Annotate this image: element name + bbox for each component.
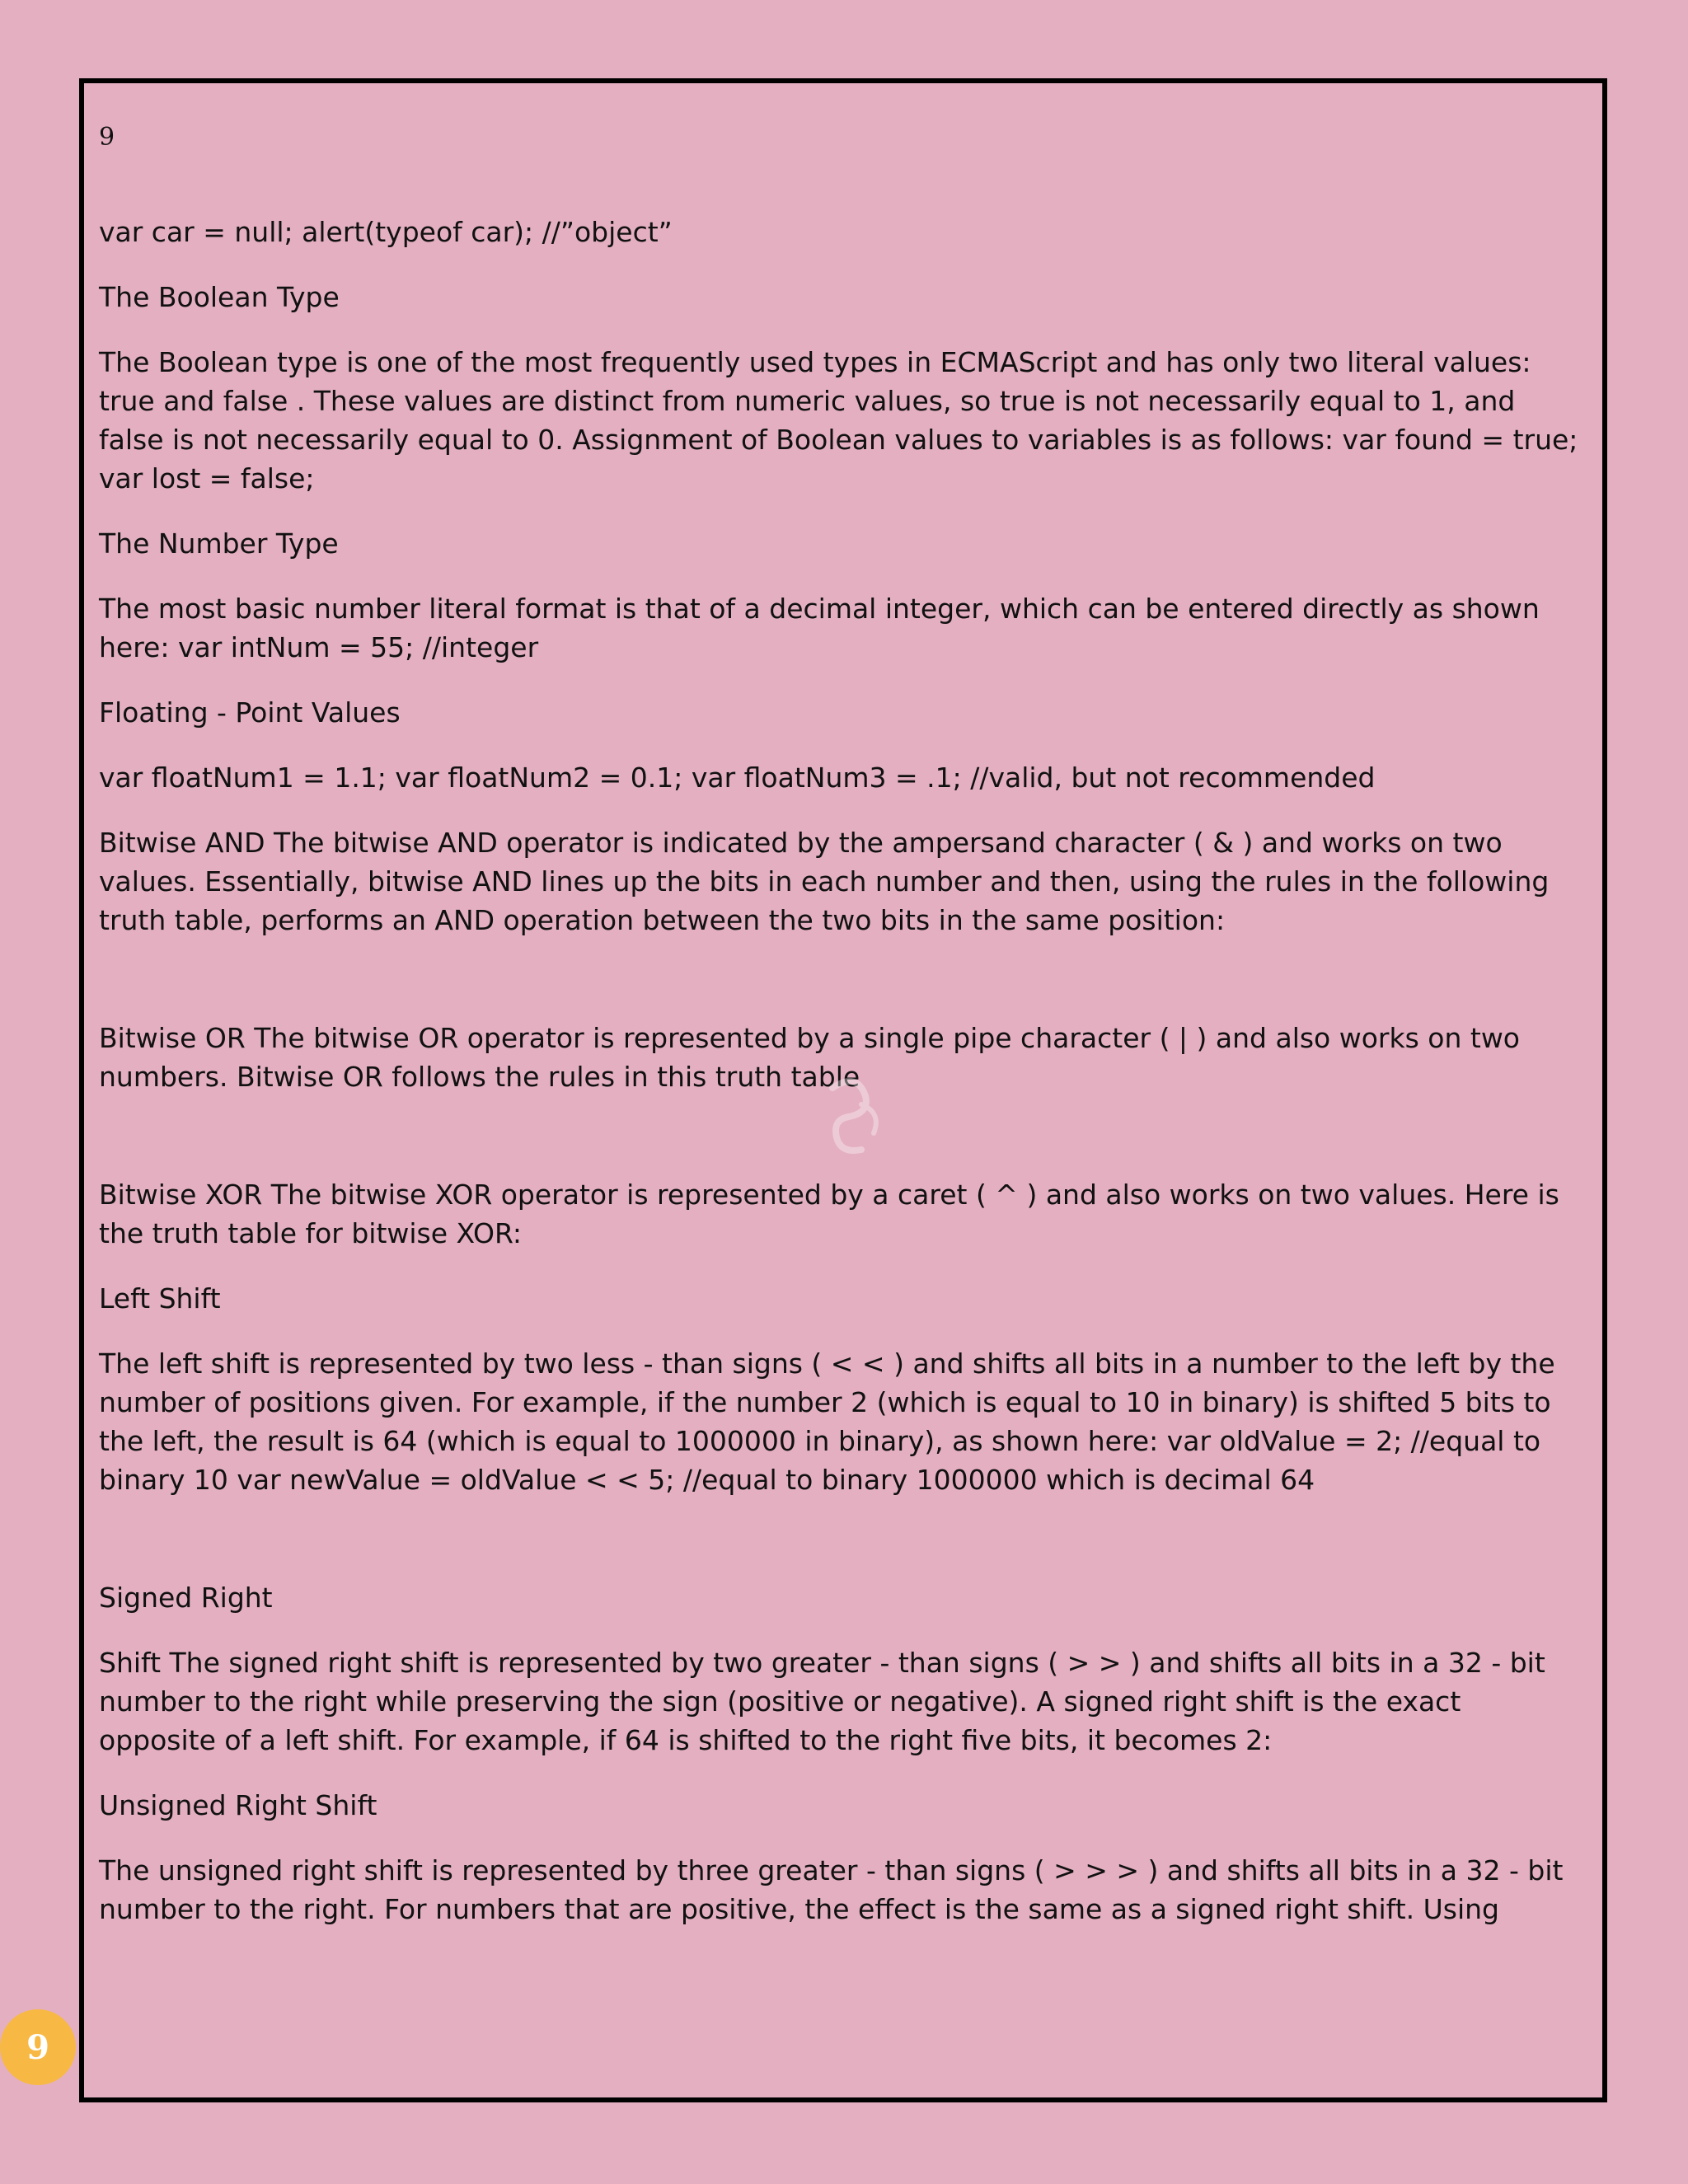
heading-left-shift: Left Shift (99, 1282, 221, 1315)
paragraph-bitwise-xor: Bitwise XOR The bitwise XOR operator is represented by a caret ( ^ ) and also works on two values. Here is the truth table for bitwise XOR: (99, 1179, 1559, 1249)
heading-boolean-type: The Boolean Type (99, 281, 340, 313)
paragraph-bitwise-and: Bitwise AND The bitwise AND operator is indicated by the ampersand character ( & ) and works on two values. Essentially, bitwise AND lines up the bits in each number and then, using the rules in the following truth table, performs an AND operation between the two bits in the same position: (99, 827, 1550, 936)
code-float-values: var floatNum1 = 1.1; var floatNum2 = 0.1; var floatNum3 = .1; //valid, but not recommended (99, 762, 1376, 794)
spacer (99, 966, 1582, 1019)
heading-signed-right: Signed Right (99, 1582, 273, 1614)
paragraph-left-shift: The left shift is represented by two less - than signs ( < < ) and shifts all bits in a number to the left by the number of positions given. For example, if the number 2 (which is equal to 10 in binary) is shifted 5 bits to the left, the result is 64 (which is equal to 1000000 in binary), as shown here: var oldValue = 2; //equal to binary 10 var newValue = oldValue < < 5; //equal to binary 1000000 which is decimal 64 (99, 1347, 1555, 1496)
spacer (99, 1526, 1582, 1578)
heading-unsigned-right-shift: Unsigned Right Shift (99, 1789, 377, 1821)
code-null-typeof: var car = null; alert(typeof car); //”object” (99, 216, 673, 248)
page-number-badge: 9 (0, 2009, 76, 2085)
paragraph-unsigned-right-shift: The unsigned right shift is represented by three greater - than signs ( > > > ) and shifts all bits in a 32 - bit number to the right. For numbers that are positive, the effect is the same as a signed right shift. Using (99, 1854, 1564, 1925)
paragraph-boolean-type: The Boolean type is one of the most frequently used types in ECMAScript and has only two literal values: true and false . These values are distinct from numeric values, so true is not necessarily equal to 1, and false is not necessarily equal to 0. Assignment of Boolean values to variables is as follows: var found = true; var lost = false; (99, 346, 1578, 494)
page-number-top: 9 (99, 123, 115, 152)
heading-floating-point: Floating - Point Values (99, 696, 401, 729)
paragraph-signed-right-shift: Shift The signed right shift is represented by two greater - than signs ( > > ) and shifts all bits in a 32 - bit number to the right while preserving the sign (positive or negative). A signed right shift is the exact opposite of a left shift. For example, if 64 is shifted to the right five bits, it becomes 2: (99, 1647, 1545, 1756)
heading-number-type: The Number Type (99, 527, 339, 560)
paragraph-number-type: The most basic number literal format is that of a decimal integer, which can be entered directly as shown here: var intNum = 55; //integer (99, 593, 1540, 663)
watermark-logo-icon (816, 1071, 890, 1162)
paragraph-bitwise-or: Bitwise OR The bitwise OR operator is represented by a single pipe character ( | ) and also works on two numbers. Bitwise OR follows the rules in this truth table (99, 1022, 1520, 1093)
